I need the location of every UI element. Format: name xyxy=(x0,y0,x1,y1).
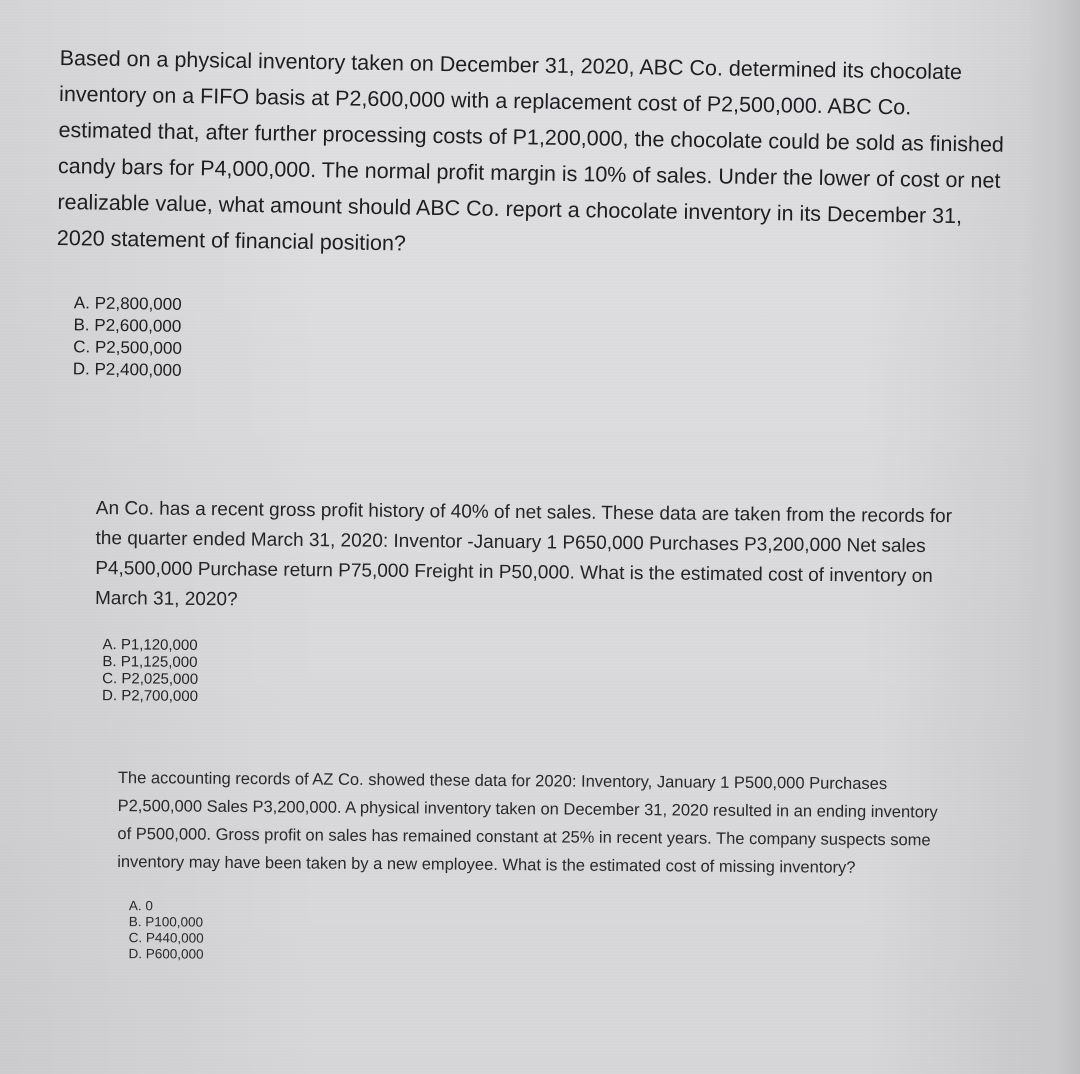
question-2-option-d: D. P2,700,000 xyxy=(101,687,199,705)
question-1-option-b: B. P2,600,000 xyxy=(73,315,182,336)
question-3-option-d: D. P600,000 xyxy=(128,946,204,962)
question-2-option-b: B. P1,125,000 xyxy=(102,653,198,671)
question-1-option-d: D. P2,400,000 xyxy=(72,359,182,380)
question-1-option-c: C. P2,500,000 xyxy=(73,337,183,358)
question-2-option-a: A. P1,120,000 xyxy=(102,636,198,654)
question-3-options xyxy=(128,898,946,968)
question-3-option-c: C. P440,000 xyxy=(128,930,204,946)
question-1 xyxy=(55,40,1010,395)
question-3-option-a: A. 0 xyxy=(128,898,153,914)
question-1-options xyxy=(73,292,1006,395)
question-3 xyxy=(116,764,948,969)
question-3-option-b: B. P100,000 xyxy=(128,914,204,930)
question-3-text: The accounting records of AZ Co. showed these data for 2020: Inventory, January 1 P500,000 Purchases P2,500,000 Sales P3,200,000. A physical inventory taken on December 31, 2020 resulted in an ending inventory of P500,000. Gross profit on sales has remained constant at 25% in recent years. The company suspects some inventory may have been taken by a new employee. What is the estimated cost of missing inventory? xyxy=(117,768,938,877)
screen-edge-shadow xyxy=(1022,0,1080,1074)
question-2-options xyxy=(102,636,975,712)
question-2-option-c: C. P2,025,000 xyxy=(102,670,199,688)
question-2 xyxy=(94,494,976,712)
question-2-text: An Co. has a recent gross profit history of 40% of net sales. These data are taken from the records for the quarter ended March 31, 2020: Inventor -January 1 P650,000 Purchases P3,200,000 Net sales P4,500,000 Purchase return P75,000 Freight in P50,000. What is the estimated cost of inventory on March 31, 2020? xyxy=(94,497,953,611)
question-1-option-a: A. P2,800,000 xyxy=(73,293,182,314)
question-1-text: Based on a physical inventory taken on December 31, 2020, ABC Co. determined its chocolate inventory on a FIFO basis at P2,600,000 with a replacement cost of P2,500,000. ABC Co. estimated that, after further processing costs of P1,200,000, the chocolate could be sold as finished candy bars for P4,000,000. The normal profit margin is 10% of sales. Under the lower of cost or net realizable value, what amount should ABC Co. report a chocolate inventory in its December 31, 2020 statement of financial position? xyxy=(56,45,1005,256)
